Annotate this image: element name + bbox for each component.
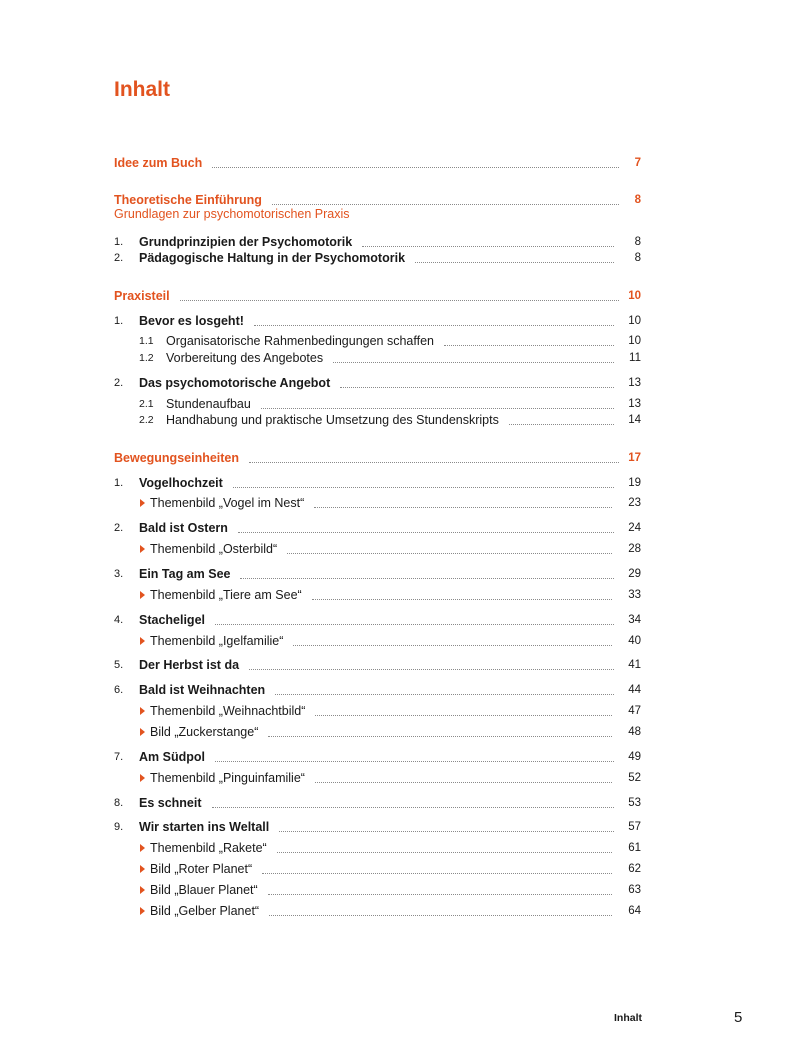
toc-entry-page: 57 [628,821,641,833]
dotted-leader [340,387,614,388]
toc-entry-number: 1. [114,236,124,248]
dotted-leader [312,599,612,600]
toc-entry-number: 6. [114,684,124,696]
toc-entry [0,191,801,209]
toc-entry [0,611,801,629]
toc-entry-label: Bald ist Ostern [139,521,228,535]
dotted-leader [261,408,614,409]
arrow-right-icon [140,728,145,736]
toc-entry [0,818,801,836]
toc-entry [0,519,801,537]
arrow-right-icon [140,499,145,507]
toc-entry-number: 8. [114,797,124,809]
toc-entry-page: 8 [634,252,641,264]
dotted-leader [509,424,614,425]
dotted-leader [315,715,612,716]
toc-entry-label: Es schneit [139,796,202,810]
toc-entry-number: 9. [114,821,124,833]
toc-entry-page: 10 [628,335,641,347]
toc-entry-label: Bild „Gelber Planet“ [150,904,260,918]
dotted-leader [212,807,614,808]
toc-entry-page: 19 [628,477,641,489]
toc-entry [0,702,801,720]
dotted-leader [215,624,614,625]
toc-entry [0,312,801,330]
arrow-right-icon [140,907,145,915]
toc-entry-page: 48 [628,726,641,738]
toc-entry [0,723,801,741]
toc-entry [0,860,801,878]
toc-entry-label: Themenbild „Weihnachtbild“ [150,704,306,718]
dotted-leader [293,645,612,646]
arrow-right-icon [140,545,145,553]
toc-entry [0,474,801,492]
toc-entry-label: Organisatorische Rahmenbedingungen schaffen [166,334,435,348]
toc-entry [0,494,801,512]
toc-entry [0,565,801,583]
toc-entry [0,332,801,350]
toc-entry-page: 34 [628,614,641,626]
dotted-leader [254,325,614,326]
toc-entry-number: 2. [114,252,124,264]
dotted-leader [272,204,619,205]
toc-entry-number: 2. [114,377,124,389]
toc-entry-label: Themenbild „Rakete“ [150,841,267,855]
toc-entry-label: Stundenaufbau [166,397,251,411]
dotted-leader [268,736,612,737]
toc-entry [0,656,801,674]
toc-entry [0,349,801,367]
toc-entry-label: Bild „Zuckerstange“ [150,725,259,739]
dotted-leader [275,694,614,695]
dotted-leader [238,532,614,533]
toc-entry-page: 11 [629,352,641,364]
toc-entry-number: 4. [114,614,124,626]
toc-entry-label: Am Südpol [139,750,205,764]
dotted-leader [287,553,612,554]
toc-entry-page: 44 [628,684,641,696]
arrow-right-icon [140,844,145,852]
dotted-leader [362,246,614,247]
dotted-leader [444,345,614,346]
toc-entry-label: Handhabung und praktische Umsetzung des Stundenskripts [166,413,499,427]
toc-entry-number: 7. [114,751,124,763]
toc-entry-number: 3. [114,568,124,580]
toc-entry-label: Bald ist Weihnachten [139,683,266,697]
dotted-leader [262,873,612,874]
page-number: 5 [734,1009,743,1026]
toc-entry-page: 40 [628,635,641,647]
dotted-leader [314,507,612,508]
toc-entry-label: Bevor es losgeht! [139,314,244,328]
toc-entry [0,249,801,267]
toc-entry-page: 13 [628,398,641,410]
toc-entry-page: 64 [628,905,641,917]
toc-entry-label: Der Herbst ist da [139,658,240,672]
toc-entry-page: 63 [628,884,641,896]
toc-entry-page: 29 [628,568,641,580]
toc-entry-page: 14 [628,414,641,426]
toc-entry-page: 53 [628,797,641,809]
dotted-leader [233,487,614,488]
arrow-right-icon [140,865,145,873]
toc-entry [0,902,801,920]
dotted-leader [269,915,612,916]
toc-entry-page: 52 [628,772,641,784]
toc-entry-label: Themenbild „Pinguinfamilie“ [150,771,305,785]
toc-entry-number: 2.2 [139,414,154,426]
page-title: Inhalt [114,78,170,101]
toc-entry [0,748,801,766]
toc-entry [0,154,801,172]
toc-entry-label: Praxisteil [114,289,170,303]
toc-entry-page: 33 [628,589,641,601]
toc-entry-label: Bild „Roter Planet“ [150,862,253,876]
toc-entry-page: 8 [634,194,641,206]
toc-entry-page: 23 [628,497,641,509]
toc-entry-label: Stacheligel [139,613,205,627]
dotted-leader [279,831,614,832]
toc-entry [0,287,801,305]
toc-entry [0,632,801,650]
dotted-leader [315,782,612,783]
dotted-leader [415,262,614,263]
arrow-right-icon [140,591,145,599]
toc-entry-label: Themenbild „Vogel im Nest“ [150,496,305,510]
toc-entry-label: Ein Tag am See [139,567,231,581]
dotted-leader [249,669,614,670]
toc-entry [0,681,801,699]
toc-entry-label: Vorbereitung des Angebotes [166,351,324,365]
toc-entry-number: 1.2 [139,352,154,364]
arrow-right-icon [140,637,145,645]
toc-entry-label: Das psychomotorische Angebot [139,376,331,390]
toc-entry-label: Themenbild „Osterbild“ [150,542,278,556]
theory-subtitle: Grundlagen zur psychomotorischen Praxis [114,207,350,221]
toc-entry-label: Themenbild „Igelfamilie“ [150,634,284,648]
toc-entry [0,449,801,467]
toc-entry [0,540,801,558]
toc-entry-page: 7 [634,157,641,169]
toc-entry-page: 47 [628,705,641,717]
toc-entry-page: 10 [628,290,641,302]
toc-entry-label: Pädagogische Haltung in der Psychomotorik [139,251,406,265]
toc-entry [0,374,801,392]
footer-label: Inhalt [614,1012,642,1024]
toc-entry-page: 28 [628,543,641,555]
toc-entry [0,839,801,857]
arrow-right-icon [140,707,145,715]
toc-entry-label: Bewegungseinheiten [114,451,240,465]
toc-entry-number: 2. [114,522,124,534]
toc-entry-number: 1. [114,477,124,489]
toc-entry-page: 49 [628,751,641,763]
toc-entry-page: 41 [628,659,641,671]
toc-entry [0,586,801,604]
toc-entry-page: 13 [628,377,641,389]
dotted-leader [249,462,619,463]
toc-entry-label: Theoretische Einführung [114,193,262,207]
dotted-leader [268,894,612,895]
toc-entry-label: Wir starten ins Weltall [139,820,270,834]
toc-entry-number: 5. [114,659,124,671]
dotted-leader [212,167,619,168]
dotted-leader [180,300,619,301]
toc-entry-label: Themenbild „Tiere am See“ [150,588,302,602]
toc-entry-page: 8 [634,236,641,248]
toc-entry-page: 10 [628,315,641,327]
toc-entry-number: 1.1 [139,335,154,347]
toc-entry-number: 1. [114,315,124,327]
arrow-right-icon [140,886,145,894]
toc-entry-page: 24 [628,522,641,534]
toc-entry-page: 17 [628,452,641,464]
toc-entry [0,769,801,787]
toc-entry-page: 62 [628,863,641,875]
dotted-leader [215,761,614,762]
toc-entry [0,794,801,812]
toc-entry-label: Vogelhochzeit [139,476,223,490]
toc-entry-label: Idee zum Buch [114,156,203,170]
toc-entry-label: Bild „Blauer Planet“ [150,883,258,897]
toc-entry-number: 2.1 [139,398,154,410]
toc-entry [0,881,801,899]
toc-entry-label: Grundprinzipien der Psychomotorik [139,235,353,249]
dotted-leader [240,578,614,579]
arrow-right-icon [140,774,145,782]
dotted-leader [333,362,614,363]
dotted-leader [277,852,612,853]
toc-entry-page: 61 [628,842,641,854]
toc-entry [0,411,801,429]
